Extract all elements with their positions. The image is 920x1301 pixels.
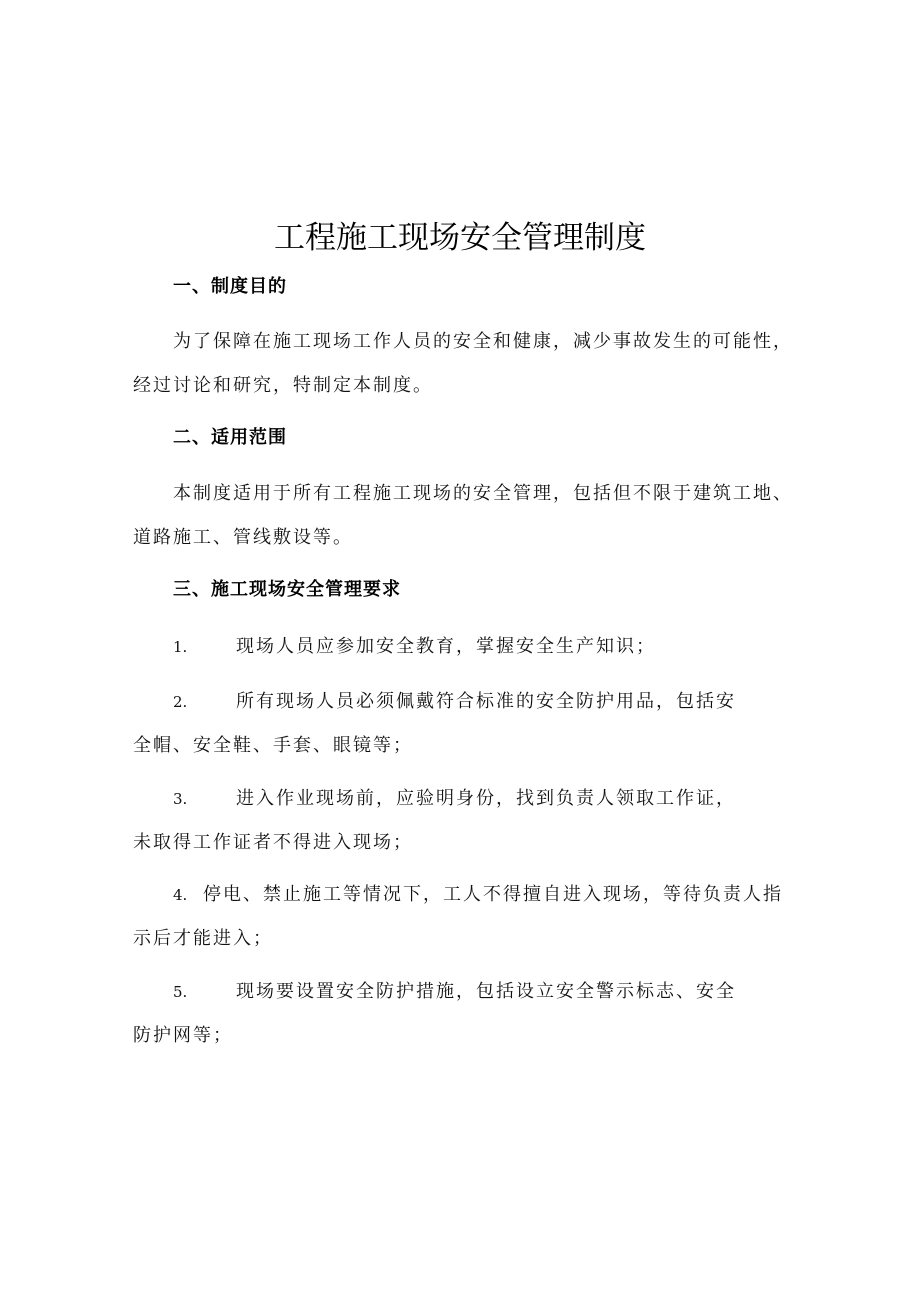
document-title: 工程施工现场安全管理制度	[274, 220, 646, 256]
section-paragraph-purpose: 为了保障在施工现场工作人员的安全和健康，减少事故发生的可能性，经过讨论和研究，特制定本制度。	[133, 331, 793, 396]
list-item-text: 停电、禁止施工等情况下，工人不得擅自进入现场，等待负责人指	[203, 884, 783, 905]
list-item-text: 现场要设置安全防护措施，包括设立安全警示标志、安全	[236, 981, 736, 1002]
list-item-text: 现场人员应参加安全教育，掌握安全生产知识；	[236, 636, 656, 657]
section-heading-scope: 二、适用范围	[173, 427, 287, 448]
list-item-text-continued: 未取得工作证者不得进入现场；	[133, 832, 413, 853]
list-item-number: 1.	[173, 638, 188, 656]
section-paragraph-scope: 本制度适用于所有工程施工现场的安全管理，包括但不限于建筑工地、道路施工、管线敷设等。	[133, 483, 793, 548]
list-item-text-continued: 防护网等；	[133, 1025, 233, 1046]
list-item-text: 进入作业现场前，应验明身份，找到负责人领取工作证，	[236, 788, 736, 809]
list-item-text: 所有现场人员必须佩戴符合标准的安全防护用品，包括安	[236, 691, 736, 712]
list-item	[133, 777, 793, 865]
list-item-number: 3.	[173, 790, 188, 808]
section-heading-requirements: 三、施工现场安全管理要求	[173, 579, 401, 600]
list-item	[133, 873, 793, 961]
list-item-number: 4.	[173, 886, 188, 904]
list-item	[133, 680, 793, 768]
section-heading-purpose: 一、制度目的	[173, 276, 287, 297]
list-item-number: 5.	[173, 983, 188, 1001]
list-item-text-continued: 全帽、安全鞋、手套、眼镜等；	[133, 735, 413, 756]
list-item	[133, 625, 793, 669]
list-item	[133, 970, 793, 1058]
list-item-text-continued: 示后才能进入；	[133, 928, 273, 949]
list-item-number: 2.	[173, 693, 188, 711]
